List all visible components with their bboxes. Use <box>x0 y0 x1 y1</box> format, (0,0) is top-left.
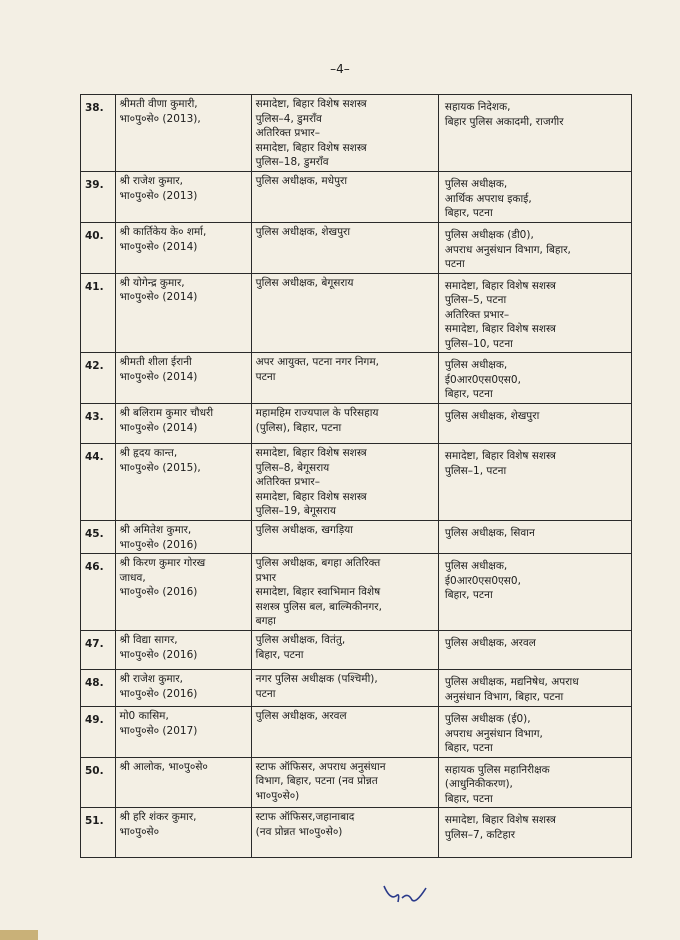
new-posting-line: पुलिस–7, कटिहार <box>444 828 516 841</box>
table-row <box>81 273 632 353</box>
serial-number: 40. <box>81 223 116 274</box>
new-posting <box>438 172 631 223</box>
officer-name-line: भा०पु०से० (2014) <box>119 291 198 303</box>
current-posting <box>251 404 438 444</box>
new-posting <box>438 444 631 521</box>
officer-name-line: भा०पु०से० <box>119 825 160 838</box>
current-posting-line: पुलिस–8, बेगूसराय <box>255 461 330 474</box>
officer-name-line: श्री किरण कुमार गोरख <box>119 557 206 569</box>
officer-name-line: श्री विद्या सागर, <box>119 634 178 646</box>
serial-number: 45. <box>81 521 116 554</box>
new-posting-line: ई0आर0एस0एस0, <box>444 574 521 587</box>
serial-number: 48. <box>81 670 116 707</box>
table-row <box>81 404 632 444</box>
officer-name-line: श्रीमती वीणा कुमारी, <box>119 98 198 110</box>
new-posting-line: पुलिस–5, पटना <box>444 294 507 306</box>
officer-name <box>115 757 251 808</box>
current-posting <box>251 707 438 758</box>
officer-name-line: भा०पु०से० (2015), <box>119 461 201 474</box>
new-posting-line: समादेष्टा, बिहार विशेष सशस्त्र <box>444 279 556 292</box>
officer-name <box>115 404 251 444</box>
current-posting <box>251 95 438 172</box>
officer-name-line: भा०पु०से० (2016) <box>119 538 198 551</box>
current-posting-line: (पुलिस), बिहार, पटना <box>255 421 342 434</box>
current-posting-line: बिहार, पटना <box>255 648 304 661</box>
new-posting-line: पुलिस अधीक्षक, अरवल <box>444 637 536 649</box>
current-posting <box>251 521 438 554</box>
serial-number: 39. <box>81 172 116 223</box>
new-posting-line: पुलिस अधीक्षक (डी0), <box>444 229 534 241</box>
serial-number: 43. <box>81 404 116 444</box>
current-posting-line: समादेष्टा, बिहार विशेष सशस्त्र <box>255 141 367 154</box>
current-posting <box>251 554 438 631</box>
page-number: –4– <box>330 62 350 76</box>
officer-name <box>115 670 251 707</box>
current-posting <box>251 353 438 404</box>
current-posting <box>251 273 438 353</box>
new-posting-line: पटना <box>444 258 465 270</box>
current-posting-line: (नव प्रोन्नत भा०पु०से०) <box>255 825 343 838</box>
new-posting-line: पुलिस–10, पटना <box>444 337 513 350</box>
officer-name-line: श्री अमितेश कुमार, <box>119 524 192 536</box>
current-posting <box>251 670 438 707</box>
new-posting-line: पुलिस अधीक्षक (ई0), <box>444 713 531 725</box>
table-row <box>81 444 632 521</box>
officer-name <box>115 95 251 172</box>
current-posting-line: नगर पुलिस अधीक्षक (पश्चिमी), <box>255 673 378 685</box>
serial-number: 44. <box>81 444 116 521</box>
current-posting-line: पटना <box>255 370 276 383</box>
new-posting-line: बिहार, पटना <box>444 792 493 805</box>
current-posting-line: महामहिम राज्यपाल के परिसहाय <box>255 407 379 419</box>
current-posting-line: पुलिस–18, डुमराँव <box>255 156 329 168</box>
current-posting-line: समादेष्टा, बिहार विशेष सशस्त्र <box>255 490 367 503</box>
new-posting-line: बिहार पुलिस अकादमी, राजगीर <box>444 115 564 128</box>
current-posting <box>251 808 438 858</box>
new-posting <box>438 353 631 404</box>
officer-name-line: श्री योगेन्द्र कुमार, <box>119 276 185 289</box>
new-posting-line: समादेष्टा, बिहार विशेष सशस्त्र <box>444 814 556 826</box>
current-posting-line: समादेष्टा, बिहार विशेष सशस्त्र <box>255 98 367 110</box>
new-posting-line: पुलिस अधीक्षक, <box>444 178 508 190</box>
officer-name-line: भा०पु०से० (2016) <box>119 648 198 661</box>
officer-name-line: जाधव, <box>119 571 146 584</box>
officer-name <box>115 707 251 758</box>
officer-name <box>115 631 251 670</box>
officer-name <box>115 554 251 631</box>
officer-name-line: श्री राजेश कुमार, <box>119 175 184 187</box>
officer-name <box>115 521 251 554</box>
current-posting-line: स्टाफ ऑफिसर, अपराध अनुसंधान <box>255 760 386 773</box>
serial-number: 47. <box>81 631 116 670</box>
transfer-table <box>80 94 632 858</box>
current-posting-line: विभाग, बिहार, पटना (नव प्रोन्नत <box>255 775 378 787</box>
serial-number: 49. <box>81 707 116 758</box>
current-posting-line: अतिरिक्त प्रभार– <box>255 476 320 488</box>
serial-number: 38. <box>81 95 116 172</box>
officer-name-line: भा०पु०से० (2014) <box>119 240 198 253</box>
serial-number: 42. <box>81 353 116 404</box>
current-posting-line: अतिरिक्त प्रभार– <box>255 127 320 139</box>
table-row <box>81 757 632 808</box>
officer-name <box>115 353 251 404</box>
current-posting-line: पटना <box>255 687 276 700</box>
serial-number: 46. <box>81 554 116 631</box>
new-posting-line: सहायक पुलिस महानिरीक्षक <box>444 763 550 776</box>
new-posting-line: बिहार, पटना <box>444 388 493 400</box>
table-row <box>81 808 632 858</box>
officer-name-line: श्री हृदय कान्त, <box>119 447 178 459</box>
table-row <box>81 554 632 631</box>
officer-name <box>115 273 251 353</box>
current-posting <box>251 444 438 521</box>
new-posting-line: पुलिस अधीक्षक, <box>444 359 508 371</box>
serial-number: 51. <box>81 808 116 858</box>
new-posting-line: पुलिस–1, पटना <box>444 464 507 477</box>
new-posting-line: समादेष्टा, बिहार विशेष सशस्त्र <box>444 323 556 335</box>
signature-mark <box>376 878 436 908</box>
current-posting-line: पुलिस अधीक्षक, शेखपुरा <box>255 226 351 238</box>
officer-name-line: श्री बलिराम कुमार चौधरी <box>119 407 214 419</box>
new-posting-line: पुलिस अधीक्षक, मद्यनिषेध, अपराध <box>444 676 579 688</box>
new-posting-line: अतिरिक्त प्रभार– <box>444 308 510 321</box>
table-row <box>81 707 632 758</box>
new-posting-line: पुलिस अधीक्षक, <box>444 560 508 572</box>
serial-number: 50. <box>81 757 116 808</box>
current-posting <box>251 631 438 670</box>
page-edge <box>0 930 38 940</box>
table-row <box>81 670 632 707</box>
new-posting <box>438 223 631 274</box>
officer-name <box>115 444 251 521</box>
current-posting-line: पुलिस अधीक्षक, खगड़िया <box>255 524 353 536</box>
current-posting-line: बगहा <box>255 615 276 627</box>
new-posting-line: बिहार, पटना <box>444 207 493 219</box>
officer-name-line: श्री हरि शंकर कुमार, <box>119 811 197 823</box>
current-posting-line: पुलिस–19, बेगूसराय <box>255 505 336 517</box>
current-posting <box>251 223 438 274</box>
new-posting-line: सहायक निदेशक, <box>444 101 511 113</box>
officer-name-line: भा०पु०से० (2013) <box>119 189 198 202</box>
officer-name-line: भा०पु०से० (2014) <box>119 370 198 383</box>
officer-name-line: मो0 कासिम, <box>119 710 169 722</box>
new-posting <box>438 631 631 670</box>
new-posting-line: समादेष्टा, बिहार विशेष सशस्त्र <box>444 450 556 462</box>
current-posting-line: सशस्त्र पुलिस बल, बाल्मिकीनगर, <box>255 600 382 613</box>
new-posting <box>438 95 631 172</box>
current-posting-line: समादेष्टा, बिहार स्वाभिमान विशेष <box>255 586 381 598</box>
officer-name-line: श्री आलोक, भा०पु०से० <box>119 760 208 773</box>
table-row <box>81 521 632 554</box>
current-posting <box>251 172 438 223</box>
new-posting-line: (आधुनिकीकरण), <box>444 778 513 790</box>
current-posting-line: पुलिस अधीक्षक, बेगूसराय <box>255 276 354 289</box>
current-posting-line: अपर आयुक्त, पटना नगर निगम, <box>255 356 379 368</box>
officer-name-line: भा०पु०से० (2016) <box>119 687 198 700</box>
current-posting-line: पुलिस अधीक्षक, वितंतु, <box>255 634 346 646</box>
table-row <box>81 172 632 223</box>
current-posting-line: भा०पु०से०) <box>255 789 300 802</box>
new-posting-line: आर्थिक अपराध इकाई, <box>444 192 532 205</box>
current-posting-line: प्रभार <box>255 571 277 584</box>
officer-name-line: भा०पु०से० (2017) <box>119 724 198 737</box>
officer-name <box>115 172 251 223</box>
officer-name-line: भा०पु०से० (2014) <box>119 421 198 434</box>
officer-name-line: श्री राजेश कुमार, <box>119 673 184 685</box>
current-posting-line: पुलिस–4, डुमराँव <box>255 112 322 125</box>
new-posting-line: पुलिस अधीक्षक, सिवान <box>444 527 535 539</box>
new-posting-line: अपराध अनुसंधान विभाग, बिहार, <box>444 243 571 256</box>
new-posting <box>438 404 631 444</box>
new-posting-line: अपराध अनुसंधान विभाग, <box>444 727 543 740</box>
table-row <box>81 223 632 274</box>
officer-name-line: श्रीमती शीला ईरानी <box>119 356 192 368</box>
table-row <box>81 631 632 670</box>
new-posting <box>438 808 631 858</box>
new-posting <box>438 670 631 707</box>
current-posting <box>251 757 438 808</box>
serial-number: 41. <box>81 273 116 353</box>
new-posting <box>438 554 631 631</box>
new-posting-line: पुलिस अधीक्षक, शेखपुरा <box>444 410 540 422</box>
officer-name <box>115 808 251 858</box>
table-row <box>81 95 632 172</box>
current-posting-line: पुलिस अधीक्षक, मधेपुरा <box>255 175 348 187</box>
current-posting-line: पुलिस अधीक्षक, बगहा अतिरिक्त <box>255 557 381 569</box>
officer-name <box>115 223 251 274</box>
new-posting-line: बिहार, पटना <box>444 589 493 601</box>
officer-name-line: भा०पु०से० (2013), <box>119 112 201 125</box>
current-posting-line: स्टाफ ऑफिसर,जहानाबाद <box>255 811 355 823</box>
new-posting <box>438 757 631 808</box>
new-posting-line: ई0आर0एस0एस0, <box>444 373 521 386</box>
officer-name-line: भा०पु०से० (2016) <box>119 586 198 598</box>
current-posting-line: पुलिस अधीक्षक, अरवल <box>255 710 347 722</box>
current-posting-line: समादेष्टा, बिहार विशेष सशस्त्र <box>255 447 367 459</box>
new-posting <box>438 521 631 554</box>
new-posting-line: बिहार, पटना <box>444 742 493 754</box>
new-posting <box>438 707 631 758</box>
new-posting-line: अनुसंधान विभाग, बिहार, पटना <box>444 690 564 703</box>
new-posting <box>438 273 631 353</box>
officer-name-line: श्री कार्तिकेय के० शर्मा, <box>119 226 207 238</box>
table-row <box>81 353 632 404</box>
